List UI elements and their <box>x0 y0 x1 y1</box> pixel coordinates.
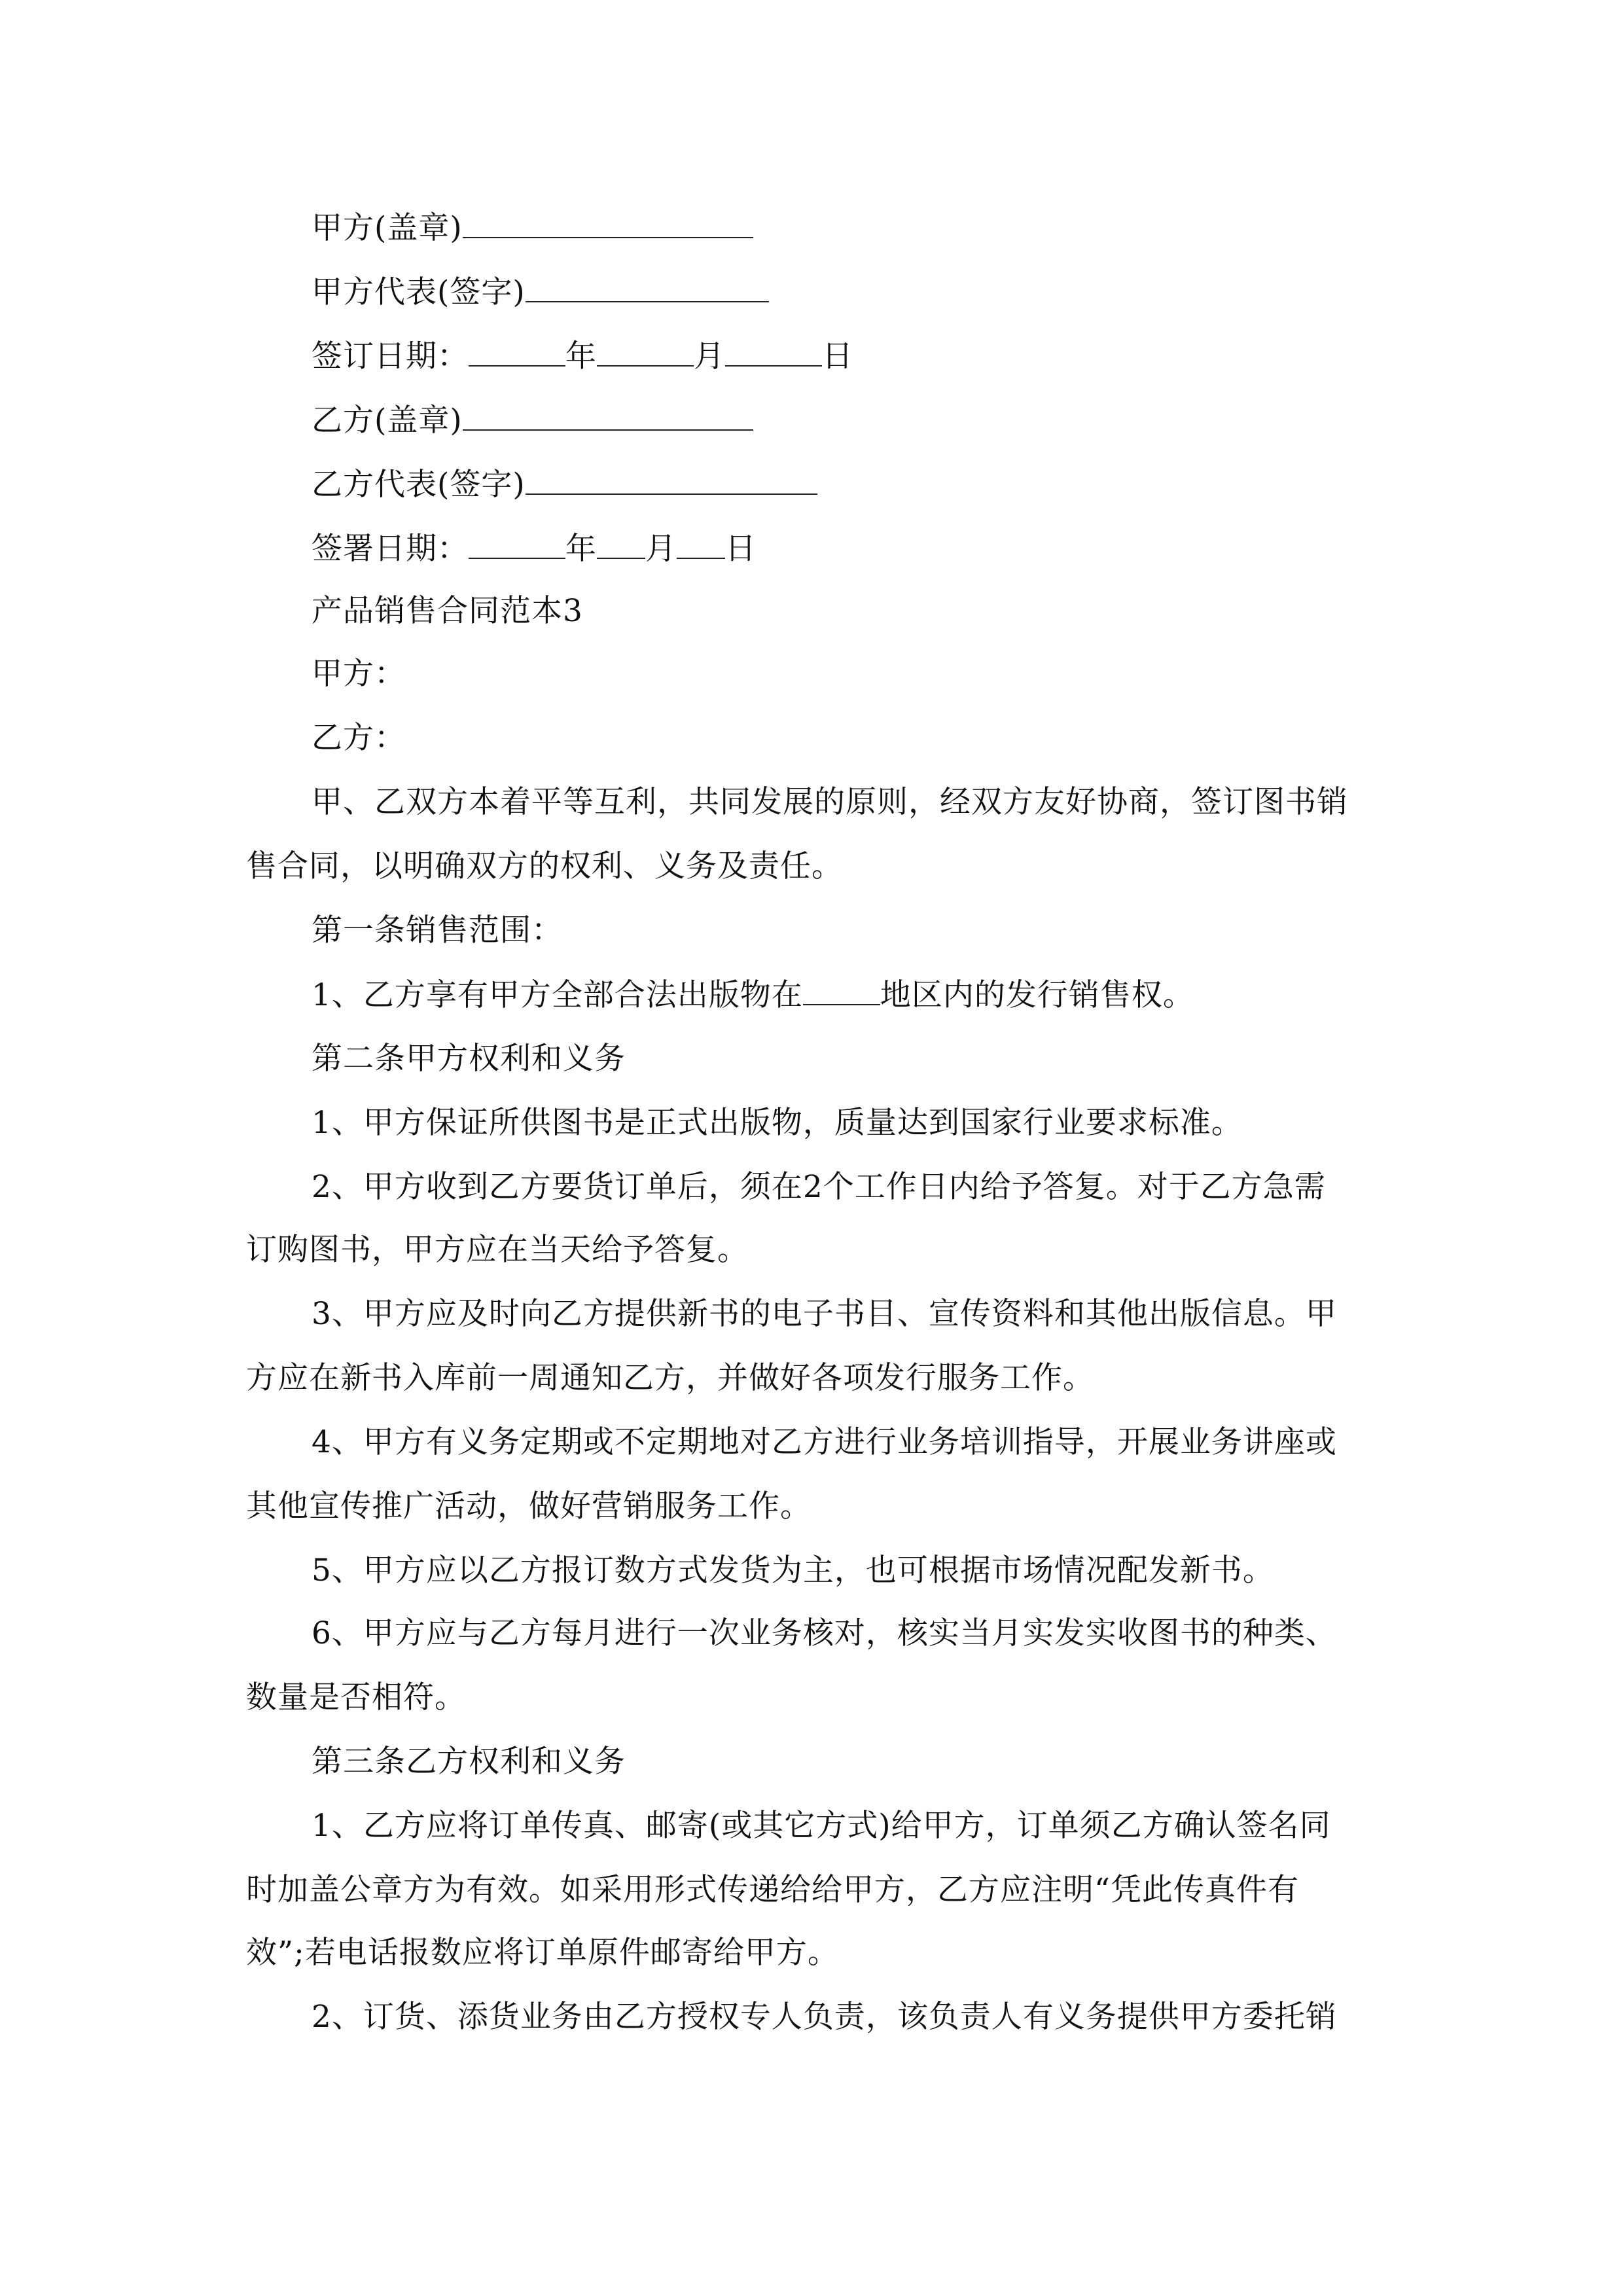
article-2-clause-2-line-2: 订购图书，甲方应在当天给予答复。 <box>246 1232 749 1268</box>
signed-date-label: 签署日期： <box>312 531 469 567</box>
article-2-clause-2-line-1: 2、甲方收到乙方要货订单后，须在2个工作日内给予答复。对于乙方急需 <box>312 1169 1326 1205</box>
party-b-seal-line <box>312 401 1444 440</box>
contract-title: 产品销售合同范本3 <box>312 593 583 629</box>
signed-day-label: 日 <box>725 531 757 567</box>
party-a-seal-blank <box>463 208 753 238</box>
sign-date-label: 签订日期： <box>312 338 469 374</box>
party-a-seal-line <box>312 208 1444 248</box>
article-3-clause-1-line-2: 时加盖公章方为有效。如采用形式传递给给甲方，乙方应注明“凭此传真件有 <box>246 1872 1300 1908</box>
article-2-clause-4-line-2: 其他宣传推广活动，做好营销服务工作。 <box>246 1488 812 1524</box>
party-b-rep-line <box>312 465 1444 505</box>
sign-day-blank <box>725 336 822 367</box>
signed-year-label: 年 <box>565 531 597 567</box>
region-blank <box>803 975 880 1005</box>
party-b-rep-blank <box>526 465 817 495</box>
party-b-rep-label: 乙方代表(签字) <box>312 467 526 503</box>
article-3-clause-1-line-3: 效”;若电话报数应将订单原件邮寄给甲方。 <box>246 1935 839 1971</box>
article-1-title: 第一条销售范围： <box>312 912 563 948</box>
party-a-rep-blank <box>526 272 769 302</box>
sign-day-label: 日 <box>822 338 853 374</box>
article-2-clause-6-line-2: 数量是否相符。 <box>246 1679 466 1715</box>
article-1-clause-1 <box>312 975 1444 1015</box>
signed-month-blank <box>597 529 645 559</box>
party-a-rep-line <box>312 272 1444 312</box>
intro-line-2: 售合同，以明确双方的权利、义务及责任。 <box>246 848 843 884</box>
signed-date-line <box>312 529 1444 569</box>
sign-month-blank <box>597 336 694 367</box>
article-3-clause-2-line-1: 2、订货、添货业务由乙方授权专人负责，该负责人有义务提供甲方委托销 <box>312 1999 1337 2035</box>
party-b-seal-blank <box>463 401 753 431</box>
article-2-title: 第二条甲方权利和义务 <box>312 1041 626 1077</box>
article-2-clause-3-line-1: 3、甲方应及时向乙方提供新书的电子书目、宣传资料和其他出版信息。甲 <box>312 1296 1337 1332</box>
article-2-clause-1: 1、甲方保证所供图书是正式出版物，质量达到国家行业要求标准。 <box>312 1105 1243 1141</box>
party-b-seal-label: 乙方(盖章) <box>312 403 463 439</box>
party-b-heading: 乙方： <box>312 720 406 756</box>
signed-day-blank <box>677 529 725 559</box>
article-3-clause-1-line-1: 1、乙方应将订单传真、邮寄(或其它方式)给甲方，订单须乙方确认签名同 <box>312 1808 1331 1844</box>
party-a-rep-label: 甲方代表(签字) <box>312 274 526 310</box>
intro-line-1: 甲、乙双方本着平等互利，共同发展的原则，经双方友好协商，签订图书销 <box>312 784 1348 820</box>
article-2-clause-3-line-2: 方应在新书入库前一周通知乙方，并做好各项发行服务工作。 <box>246 1360 1094 1396</box>
sign-year-label: 年 <box>565 338 597 374</box>
article-1-clause-1-text-b: 地区内的发行销售权。 <box>880 977 1194 1013</box>
article-1-clause-1-text-a: 1、乙方享有甲方全部合法出版物在 <box>312 977 803 1013</box>
article-2-clause-6-line-1: 6、甲方应与乙方每月进行一次业务核对，核实当月实发实收图书的种类、 <box>312 1615 1337 1651</box>
sign-year-blank <box>469 336 565 367</box>
sign-month-label: 月 <box>694 338 725 374</box>
signed-year-blank <box>469 529 565 559</box>
party-a-heading: 甲方： <box>312 656 406 692</box>
article-3-title: 第三条乙方权利和义务 <box>312 1744 626 1780</box>
article-2-clause-5: 5、甲方应以乙方报订数方式发货为主，也可根据市场情况配发新书。 <box>312 1552 1274 1588</box>
article-2-clause-4-line-1: 4、甲方有义务定期或不定期地对乙方进行业务培训指导，开展业务讲座或 <box>312 1424 1337 1460</box>
party-a-seal-label: 甲方(盖章) <box>312 210 463 246</box>
signed-month-label: 月 <box>645 531 677 567</box>
sign-date-line <box>312 336 1444 376</box>
